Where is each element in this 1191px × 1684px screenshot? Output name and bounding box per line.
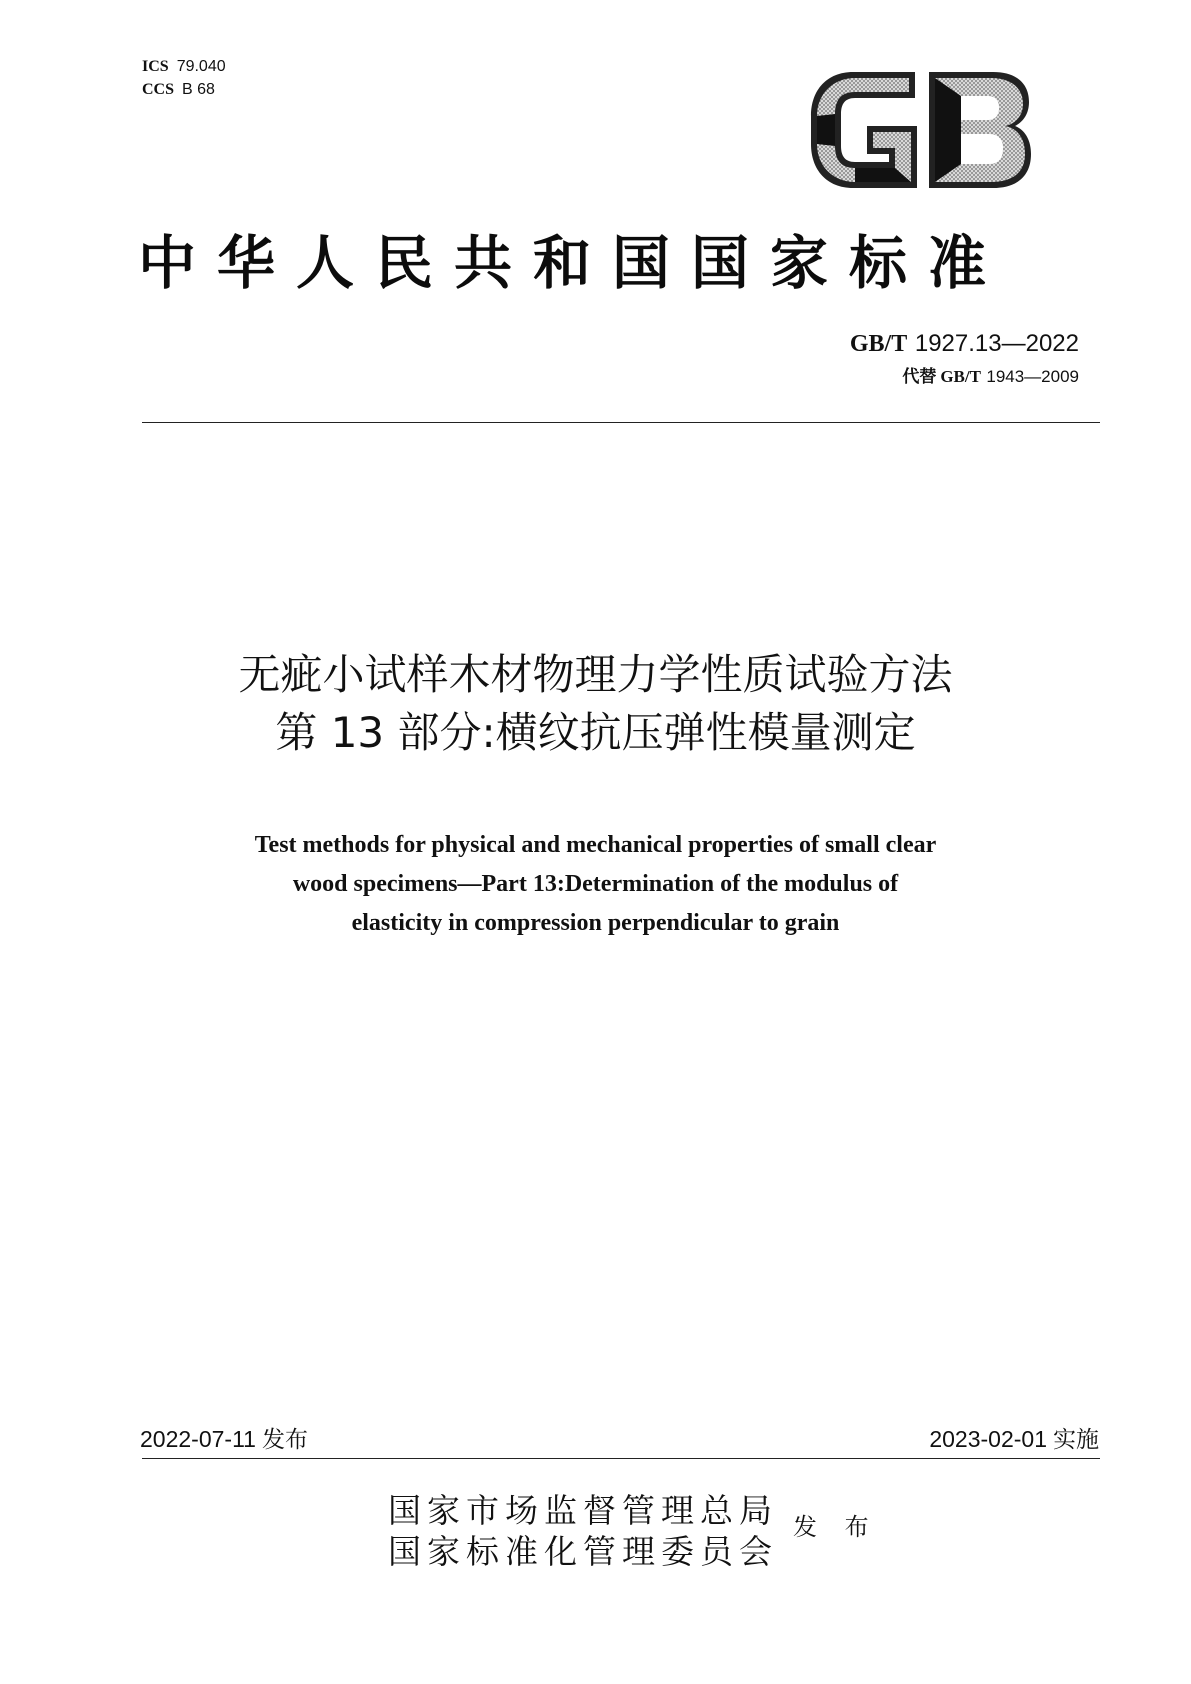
ccs-label: CCS [142, 81, 175, 98]
replaces-standard [902, 366, 1079, 388]
ics-value: 79.040 [176, 58, 226, 75]
english-title-line-2: wood specimens—Part 13:Determination of the modulus of [292, 871, 899, 897]
standard-number [850, 328, 1079, 359]
issuer-line-2: 国家标准化管理委员会 [388, 1532, 778, 1571]
ics-code [142, 55, 226, 78]
replaces-label: 代替 [902, 367, 937, 387]
logo-letter-g [811, 72, 917, 188]
implementation-date [929, 1424, 1099, 1455]
english-title-line-3: elasticity in compression perpendicular to grain [351, 910, 840, 936]
issue-date [140, 1424, 308, 1455]
replaces-prefix: GB/T [940, 367, 981, 386]
chinese-title-line-2: 第 13 部分:横纹抗压弹性模量测定 [275, 708, 916, 757]
classification-codes [142, 55, 226, 101]
top-divider [142, 422, 1100, 423]
standard-code: 1927.13—2022 [914, 330, 1079, 357]
issuer-line-1: 国家市场监督管理总局 [388, 1491, 778, 1530]
publish-label: 发 布 [793, 1513, 879, 1541]
ics-label: ICS [142, 58, 169, 75]
implementation-date-label: 实施 [1053, 1427, 1099, 1453]
issue-date-value: 2022-07-11 [140, 1426, 256, 1452]
chinese-title-line-1: 无疵小试样木材物理力学性质试验方法 [238, 650, 953, 699]
standard-prefix: GB/T [849, 331, 908, 357]
chinese-title [0, 646, 1191, 762]
logo-letter-b [929, 72, 1031, 188]
implementation-date-value: 2023-02-01 [929, 1426, 1047, 1452]
national-standard-title: 中华人民共和国国家标准 [138, 229, 1008, 297]
issuing-authorities [388, 1490, 778, 1572]
replaces-code: 1943—2009 [986, 367, 1079, 386]
ccs-code [142, 78, 226, 101]
english-title [0, 826, 1191, 943]
ccs-value: B 68 [182, 81, 215, 98]
bottom-divider [142, 1458, 1100, 1459]
gb-logo-icon [805, 66, 1035, 194]
issue-date-label: 发布 [261, 1427, 308, 1453]
english-title-line-1: Test methods for physical and mechanical properties of small clear [254, 832, 937, 858]
